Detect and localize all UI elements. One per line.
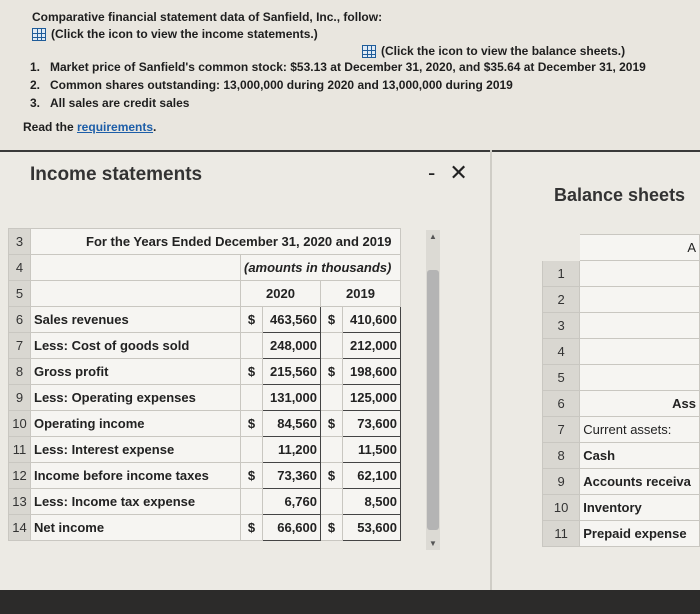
- table-row: 9 Accounts receiva: [543, 469, 700, 495]
- list-item: 3. All sales are credit sales: [30, 96, 190, 110]
- header-line-1: For the Years Ended December 31, 2020 and 2019: [31, 229, 401, 255]
- income-statements-link[interactable]: [32, 27, 318, 41]
- vertical-scrollbar[interactable]: [426, 230, 440, 550]
- table-row: 1: [543, 261, 700, 287]
- close-icon[interactable]: ✕: [449, 160, 468, 185]
- bottom-edge: [0, 590, 700, 614]
- scroll-down-icon[interactable]: ▼: [429, 539, 437, 548]
- window-title: Balance sheets: [554, 185, 686, 205]
- income-link-label: (Click the icon to view the income statements.): [51, 27, 318, 41]
- balance-sheets-window: [492, 150, 700, 590]
- list-item: 2. Common shares outstanding: 13,000,000 during 2020 and 13,000,000 during 2019: [30, 78, 513, 92]
- income-statement-table: [8, 228, 401, 541]
- table-row: 6 Sales revenues $ 463,560 $ 410,600: [9, 307, 401, 333]
- question-header: [0, 0, 700, 150]
- list-item: 1. Market price of Sanfield's common stock: $53.13 at December 31, 2020, and $35.64 at December 31, 2019: [30, 60, 646, 74]
- balance-sheets-link[interactable]: [362, 44, 625, 58]
- table-row: 11 Prepaid expense: [543, 521, 700, 547]
- table-row: 4 (amounts in thousands): [9, 255, 401, 281]
- table-row: 2: [543, 287, 700, 313]
- notes-list: [30, 58, 646, 112]
- requirements-line: Read the requirements.: [23, 120, 157, 134]
- table-row: 5 2020 2019: [9, 281, 401, 307]
- table-row: 8 Cash: [543, 443, 700, 469]
- intro-text: Comparative financial statement data of Sanfield, Inc., follow:: [32, 10, 383, 24]
- table-row: 10 Operating income $ 84,560 $ 73,600: [9, 411, 401, 437]
- col-header-2020: 2020: [241, 281, 321, 307]
- table-row: 5: [543, 365, 700, 391]
- scroll-thumb[interactable]: [427, 270, 439, 530]
- scroll-up-icon[interactable]: ▲: [429, 232, 437, 241]
- table-row: 7 Current assets:: [543, 417, 700, 443]
- header-line-2: (amounts in thousands): [241, 255, 401, 281]
- requirements-link[interactable]: requirements: [77, 120, 154, 134]
- spreadsheet-icon[interactable]: [32, 28, 46, 41]
- col-header-2019: 2019: [321, 281, 401, 307]
- spreadsheet-icon[interactable]: [362, 45, 376, 58]
- table-row: 3: [543, 313, 700, 339]
- col-header-a: A: [580, 235, 700, 261]
- balance-sheet-table: [542, 234, 700, 547]
- table-row: 3 For the Years Ended December 31, 2020 and 2019: [9, 229, 401, 255]
- table-row: 4: [543, 339, 700, 365]
- table-row: 10 Inventory: [543, 495, 700, 521]
- table-row: 8 Gross profit $ 215,560 $ 198,600: [9, 359, 401, 385]
- table-row: 7 Less: Cost of goods sold 248,000 212,000: [9, 333, 401, 359]
- table-row: 9 Less: Operating expenses 131,000 125,000: [9, 385, 401, 411]
- table-row: 12 Income before income taxes $ 73,360 $ 62,100: [9, 463, 401, 489]
- income-statements-window: [0, 150, 490, 590]
- window-title: Income statements: [30, 164, 203, 185]
- balance-link-label: (Click the icon to view the balance sheets.): [381, 44, 626, 58]
- table-row: 11 Less: Interest expense 11,200 11,500: [9, 437, 401, 463]
- minimize-button[interactable]: -: [428, 160, 436, 185]
- table-row: 6 Ass: [543, 391, 700, 417]
- table-row: 13 Less: Income tax expense 6,760 8,500: [9, 489, 401, 515]
- table-row: [543, 235, 700, 261]
- table-row: 14 Net income $ 66,600 $ 53,600: [9, 515, 401, 541]
